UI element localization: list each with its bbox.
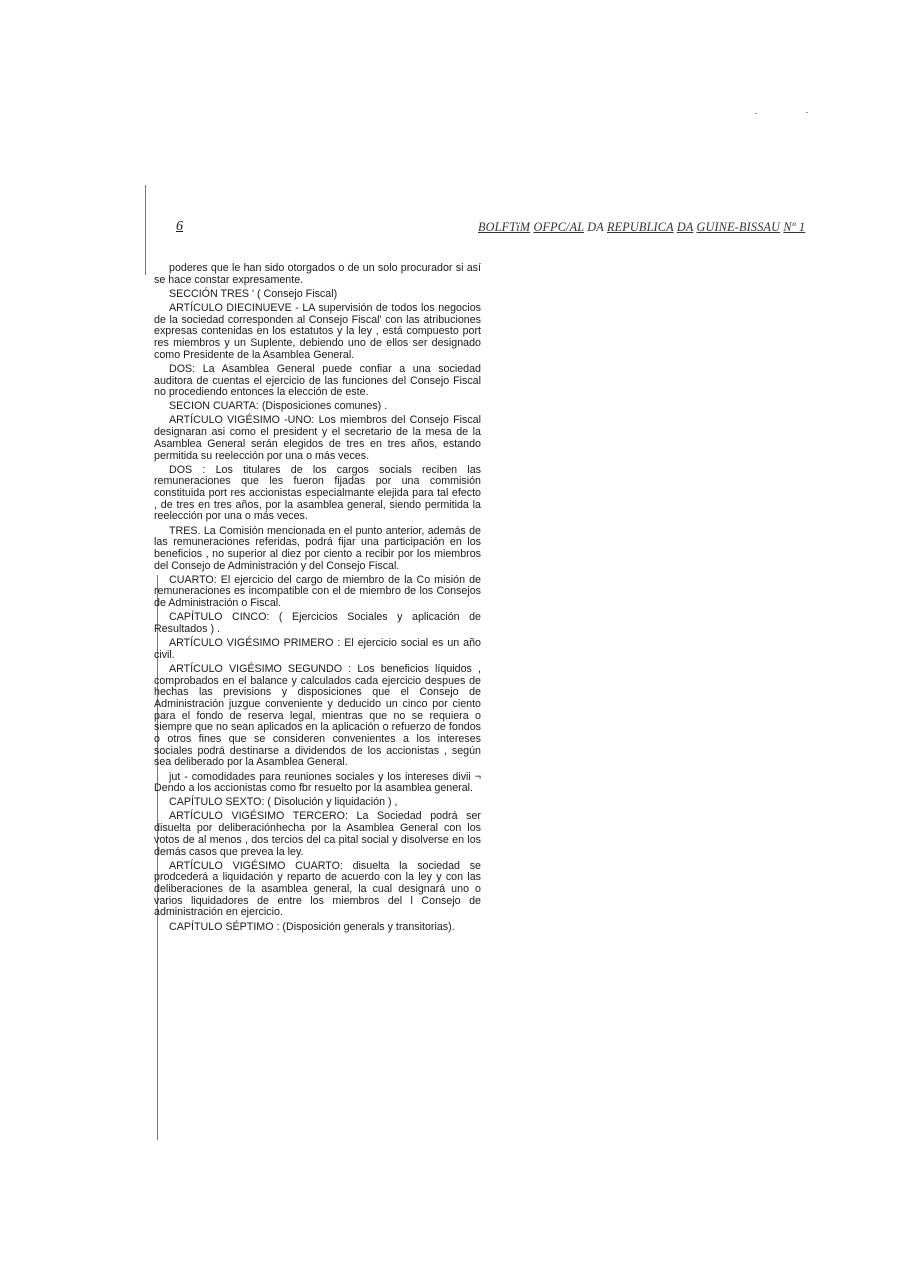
section-heading: SECCIÓN TRES ' ( Consejo Fiscal) — [169, 287, 338, 300]
chapter-heading: CAPÍTULO SEXTO: ( Disolución y liquidación ) , — [169, 796, 398, 809]
chapter-heading: CAPÍTULO CINCO: ( Ejercicios Sociales y aplicación de Resultados ) . — [154, 611, 481, 635]
scan-speck — [806, 112, 808, 113]
article-paragraph: ARTÍCULO DIECINUEVE - LA supervisión de todos los negocios de la sociedad corresponden al Consejo Fiscal' con las atribuciones expresas contenidas en los estatutos y la ley , está compuesto port res miembros y un Suplente, debiendo uno de ellos ser designado como Presidente de la Asamblea General. — [154, 301, 481, 361]
scan-speck — [755, 113, 757, 114]
header-word: BOLFTïM — [478, 220, 531, 234]
body-column — [154, 263, 481, 936]
header-word: DA — [587, 220, 604, 234]
article-paragraph: ARTÍCULO VIGÉSIMO TERCERO: La Sociedad podrá ser disuelta por deliberaciónhecha por la Asamblea General con los votos de al menos , dos tercios del ca pital social y disolverse en los demás casos que prevea la ley. — [154, 810, 481, 858]
article-paragraph: ARTÍCULO VIGÉSIMO CUARTO: disuelta la sociedad se prodcederá a liquidación y reparto de acuerdo con la ley y con las deliberaciones de la asamblea general, la cual designará uno o varios liquidadores de entre los miembros del l Consejo de administración en ejercicio. — [154, 859, 481, 919]
paragraph: DOS : Los titulares de los cargos socials reciben las remuneraciones que les fueron fijadas por una commisión constituida port res accionistas especialmante elejida para tal efecto , de tres en tres años, por la asamblea general, siendo permitida la reelección por una o más veces. — [154, 463, 481, 523]
article-paragraph: ARTÍCULO VIGÉSIMO SEGUNDO : Los beneficios líquidos , comprobados en el balance y calculados cada ejercicio despues de hechas las previsions y disposiciones que el Consejo de Administración juzgue conveniente y deducido un cinco por ciento para el fondo de reserva legal, mientras que no se requiera o siempre que no sean aplicados en la aplicación o refuerzo de fondos o otros fines que se consideren convenientes a los intereses sociales podrá destinarse a dividendos de los accionistas , según sea deliberado por la Asamblea General. — [154, 662, 481, 769]
paragraph: jut - comodidades para reuniones sociales y los intereses divii ¬ Dendo a los accionistas como fbr resuelto por la asamblea general. — [154, 770, 481, 795]
scan-margin-line — [145, 185, 146, 275]
page-number: 6 — [176, 219, 183, 234]
header-word: OFPC/AL — [533, 220, 585, 234]
header-word: GUINE-BISSAU — [696, 220, 781, 234]
paragraph: DOS: La Asamblea General puede confiar a una sociedad auditora de cuentas el ejercicio de las funciones del Consejo Fiscal no procediendo entonces la elección de este. — [154, 362, 481, 399]
chapter-heading: CAPÍTULO SÉPTIMO : (Disposición generals y transitorias). — [169, 920, 455, 933]
header-word: REPUBLICA — [606, 220, 674, 234]
section-heading: SECION CUARTA: (Disposiciones comunes) . — [169, 400, 388, 413]
running-header — [478, 220, 805, 235]
article-paragraph: ARTÍCULO VIGÉSIMO -UNO: Los miembros del Consejo Fiscal designaran asi como el president y el secretario de la mesa de la Asamblea General serán elegidos de tres en tres años, estando permitida su reelección por una o más veces. — [154, 414, 481, 462]
paragraph: CUARTO: El ejercicio del cargo de miembro de la Co misión de remuneraciones es incompatible con el de miembro de los Consejos de Administración o Fiscal. — [154, 573, 481, 610]
paragraph: poderes que le han sido otorgados o de un solo procurador si así se hace constar expresamente. — [154, 262, 481, 286]
article-paragraph: ARTÍCULO VIGÉSIMO PRIMERO : El ejercicio social es un año civil. — [154, 637, 481, 661]
paragraph: TRES. La Comisión mencionada en el punto anterior, además de las remuneraciones referidas, podrá fijar una participación en los beneficios , no superior al diez por ciento a recibir por los miembros del Consejo de Administración y del Consejo Fiscal. — [154, 524, 481, 572]
header-word: DA — [676, 220, 694, 234]
header-word: Nº 1 — [783, 220, 806, 234]
